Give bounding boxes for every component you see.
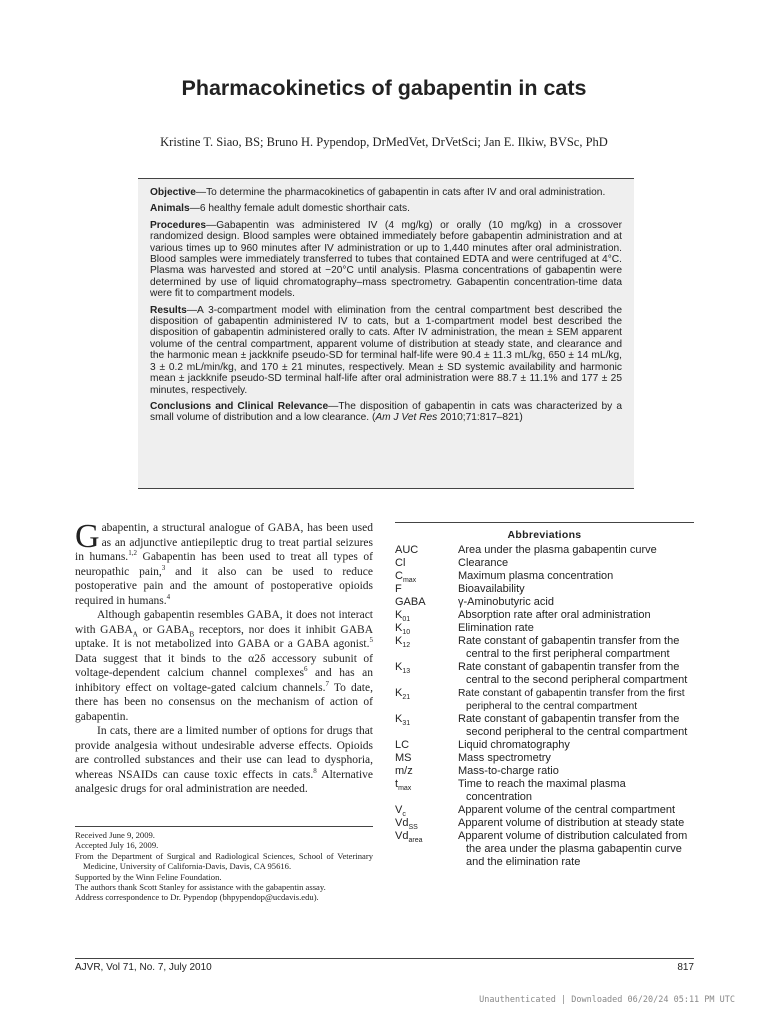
p2-text-b: or GABA — [137, 623, 190, 636]
footnote-correspondence: Address correspondence to Dr. Pypendop (bhpypendop@ucdavis.edu). — [75, 892, 319, 903]
abbreviation-term-subscript: 10 — [402, 629, 411, 637]
citation-journal: Am J Vet Res — [375, 412, 438, 424]
abbreviation-term — [395, 752, 458, 765]
abbreviation-row — [395, 609, 694, 622]
p2-text-e: and has an inhibitory effect on voltage-gated calcium channels. — [75, 667, 373, 694]
conclusions-text: —The disposition of gabapentin in cats was characterized by a small volume of distribution and a low clearance. ( — [150, 400, 622, 424]
abbreviation-row — [395, 661, 694, 687]
abbreviation-row — [395, 830, 694, 869]
abbreviation-row — [395, 596, 694, 609]
abbreviation-definition: Apparent volume of distribution calculated from the area under the plasma gabapentin curve and the elimination rate — [458, 830, 688, 868]
objective-label: Objective — [150, 187, 196, 198]
procedures-label: Procedures — [150, 219, 207, 231]
abbreviation-row — [395, 544, 694, 557]
results-text: —A 3-compartment model with elimination from the central compartment best described the disposition of gabapentin administered IV to cats, but a 1-compartment model best described the disposition of gabapentin administered orally to cats. After IV administration, the mean ± SEM apparent volume of the central compartment, apparent volume of distribution at steady state, and clearance and the harmonic mean ± jackknife pseudo-SD for terminal half-life were 90.4 ± 11.3 mL/kg, 650 ± 14 mL/kg, 3 ± 0.2 mL/min/kg, and 170 ± 21 minutes, respectively. Mean ± SD systemic availability and harmonic mean ± jackknife pseudo-SD terminal half-life after oral administration were 88.7 ± 11.1% and 177 ± 25 minutes, respectively. — [150, 304, 622, 396]
body-paragraph-2 — [75, 608, 373, 724]
abstract-procedures — [150, 220, 622, 300]
abbreviation-row — [395, 817, 694, 830]
abbreviation-term-text: MS — [395, 752, 412, 764]
ref-5: 5 — [369, 636, 373, 645]
abbreviation-term-text: AUC — [395, 544, 419, 556]
abbreviation-term — [395, 765, 458, 778]
abbreviation-definition: Mass-to-charge ratio — [458, 765, 559, 777]
abstract-box — [138, 178, 634, 489]
abbreviation-term-subscript: max — [402, 577, 417, 585]
page-number: 817 — [677, 962, 694, 973]
abbreviation-definition: Time to reach the maximal plasma concentration — [458, 778, 626, 803]
abbreviation-term-text: LC — [395, 739, 410, 751]
ref-7: 7 — [325, 679, 329, 688]
footnotes — [75, 826, 373, 903]
abbreviation-term-subscript: 13 — [402, 668, 411, 676]
abbreviation-definition: Rate constant of gabapentin transfer from the central to the second peripheral compartment — [458, 661, 688, 686]
p2-text-f: To date, there has been no consensus on the mechanism of action of gabapentin. — [75, 681, 373, 723]
p2-text-a: Although gabapentin resembles GABA, it does not interact with GABA — [75, 609, 373, 636]
p3-text-a: In cats, there are a limited number of options for drugs that provide analgesia without undesirable adverse effects. Opioids are controlled substances and their use can lead to dysphoria, whereas NSAIDs can cause toxic effects in cats. — [75, 725, 373, 781]
abbreviation-term — [395, 830, 458, 869]
p1-text-b: Gabapentin has been used to treat all types of neuropathic pain, — [75, 551, 373, 578]
abbreviation-definition: Liquid chromatography — [458, 739, 570, 751]
drop-cap: G — [75, 518, 100, 555]
article-title: Pharmacokinetics of gabapentin in cats — [181, 76, 587, 100]
body-paragraph-3 — [75, 724, 373, 797]
footer-divider — [75, 958, 694, 959]
abbreviation-term — [395, 609, 458, 622]
abbreviation-row — [395, 687, 694, 713]
abbreviation-term-subscript: max — [398, 785, 412, 793]
footnote-received: Received June 9, 2009. — [75, 830, 155, 840]
abbreviations-box — [395, 522, 694, 869]
abbreviation-definition: Apparent volume of distribution at steady state — [458, 817, 685, 829]
abbreviation-term — [395, 687, 458, 713]
p1-text-a: abapentin, a structural analogue of GABA, has been used as an adjunctive antiepileptic drug to treat partial seizures in humans. — [75, 522, 373, 563]
abbreviation-definition: Rate constant of gabapentin transfer from the first peripheral to the central compartment — [458, 688, 685, 712]
abbreviation-term — [395, 635, 458, 661]
abbreviation-definition: Rate constant of gabapentin transfer from the central to the first peripheral compartment — [458, 635, 680, 660]
abbreviation-term-subscript: 21 — [402, 694, 411, 702]
abbreviation-term-text: K — [395, 687, 403, 699]
abstract-results — [150, 305, 622, 396]
abbreviation-term — [395, 544, 458, 557]
abbreviation-definition: γ-Aminobutyric acid — [458, 596, 554, 608]
abbreviation-term — [395, 622, 458, 635]
abbreviation-term — [395, 804, 458, 817]
p2-text-c: receptors, nor does it inhibit GABA uptake. It is not metabolized into GABA or a GABA agonist. — [75, 623, 374, 650]
abbreviation-term-text: m/z — [395, 765, 413, 777]
abbreviation-definition: Absorption rate after oral administration — [458, 609, 651, 621]
abbreviation-term-text: F — [395, 583, 402, 595]
animals-text: —6 healthy female adult domestic shorthair cats. — [189, 203, 410, 215]
animals-label: Animals — [150, 203, 190, 215]
objective-text: —To determine the pharmacokinetics of gabapentin in cats after IV and oral administration. — [195, 187, 606, 198]
footnote-acknowledgment: The authors thank Scott Stanley for assistance with the gabapentin assay. — [75, 882, 326, 893]
abbreviation-row — [395, 778, 694, 804]
abbreviation-row — [395, 752, 694, 765]
abbreviation-term — [395, 557, 458, 570]
abbreviation-term — [395, 570, 458, 583]
download-stamp: Unauthenticated | Downloaded 06/20/24 05:11 PM UTC — [479, 995, 735, 1005]
abbreviation-term-text: Cl — [395, 557, 406, 569]
abbreviation-row — [395, 713, 694, 739]
ref-6: 6 — [303, 665, 308, 674]
ref-8: 8 — [313, 766, 317, 775]
abbreviation-definition: Elimination rate — [458, 622, 534, 634]
abstract-objective — [150, 187, 622, 198]
footnote-affiliation: From the Department of Surgical and Radiological Sciences, School of Veterinary Medicine, University of California-Davis, Davis, CA 95616. — [75, 850, 373, 872]
abbreviation-row — [395, 570, 694, 583]
abbreviation-term-subscript: 31 — [402, 720, 411, 728]
footnote-accepted: Accepted July 16, 2009. — [75, 840, 159, 851]
abbreviation-term — [395, 596, 458, 609]
citation-tail: 2010;71:817–821) — [437, 412, 523, 424]
abstract-conclusions — [150, 401, 622, 424]
abbreviation-row — [395, 765, 694, 778]
abbreviation-term — [395, 778, 458, 804]
abbreviation-term-subscript: SS — [408, 824, 418, 832]
abbreviation-definition: Mass spectrometry — [458, 752, 551, 764]
abbreviation-definition: Apparent volume of the central compartment — [458, 804, 676, 816]
abbreviation-term-text: Vd — [395, 830, 409, 842]
journal-footer: AJVR, Vol 71, No. 7, July 2010 — [75, 962, 212, 973]
abbreviation-term — [395, 661, 458, 687]
abbreviation-term-text: t — [395, 778, 399, 790]
procedures-text: —Gabapentin was administered IV (4 mg/kg) or orally (10 mg/kg) in a crossover randomized design. Blood samples were obtained immediately before gabapentin administration and at various times up to 960 minutes after IV administration or up to 1,440 minutes after oral administration. Blood samples were immediately transferred to tubes that contained EDTA and were centrifuged at 4°C. Plasma was harvested and stored at −20°C until analysis. Plasma concentrations of gabapentin were determined by use of liquid chromatography–mass spectrometry. Gabapentin concentration-time data were fit to compartment models. — [150, 219, 622, 300]
conclusions-label: Conclusions and Clinical Relevance — [150, 400, 329, 412]
abbreviation-term — [395, 583, 458, 596]
abbreviation-row — [395, 557, 694, 570]
ref-3: 3 — [161, 563, 166, 572]
gaba-b-sub: B — [189, 629, 195, 638]
abbreviation-term-text: Vd — [395, 817, 409, 829]
ref-1-2: 1,2 — [128, 549, 137, 558]
abbreviation-term-subscript: 12 — [402, 642, 411, 650]
abbreviation-definition: Maximum plasma concentration — [458, 570, 614, 582]
abbreviation-row — [395, 739, 694, 752]
abbreviation-row — [395, 635, 694, 661]
abbreviation-definition: Clearance — [458, 557, 509, 569]
abbreviation-term-subscript: c — [402, 811, 406, 819]
abstract-animals — [150, 203, 622, 214]
abbreviation-term — [395, 817, 458, 830]
abbreviation-definition: Area under the plasma gabapentin curve — [458, 544, 657, 556]
abbreviation-term-text: C — [395, 570, 403, 582]
abbreviation-row — [395, 622, 694, 635]
gaba-a-sub: A — [132, 629, 138, 638]
body-text-column — [75, 518, 374, 797]
abbreviation-term-text: V — [395, 804, 403, 816]
footnote-support: Supported by the Winn Feline Foundation. — [75, 871, 222, 882]
body-paragraph-1 — [75, 518, 373, 608]
abbreviations-list — [395, 544, 694, 869]
abbreviation-term-subscript: 01 — [402, 616, 411, 624]
abbreviation-term — [395, 739, 458, 752]
abbreviation-term-text: K — [395, 661, 403, 673]
abbreviation-row — [395, 583, 694, 596]
p3-text-b: Alternative analgesic drugs for oral administration are needed. — [75, 768, 373, 795]
abbreviation-term-text: K — [395, 622, 403, 634]
p1-text-c: and it also can be used to reduce postoperative pain and the amount of postoperative opioids required in humans. — [75, 565, 373, 607]
abbreviation-row — [395, 804, 694, 817]
abbreviation-term-subscript: area — [408, 837, 423, 845]
abbreviation-term-text: K — [395, 713, 403, 725]
abbreviation-term-text: K — [395, 635, 403, 647]
abbreviation-term-text: K — [395, 609, 403, 621]
author-list: Kristine T. Siao, BS; Bruno H. Pypendop, DrMedVet, DrVetSci; Jan E. Ilkiw, BVSc, PhD — [160, 135, 608, 149]
results-label: Results — [150, 304, 187, 316]
abbreviation-term-text: GABA — [395, 596, 426, 608]
abbreviations-heading: Abbreviations — [507, 529, 582, 541]
ref-4: 4 — [166, 592, 171, 601]
abbreviation-term — [395, 713, 458, 739]
abbreviation-definition: Rate constant of gabapentin transfer from the second peripheral to the central compartment — [458, 713, 688, 738]
abbreviation-definition: Bioavailability — [458, 583, 525, 595]
p2-text-d: Data suggest that it binds to the α2δ accessory subunit of voltage-dependent calcium channel complexes — [75, 652, 373, 679]
